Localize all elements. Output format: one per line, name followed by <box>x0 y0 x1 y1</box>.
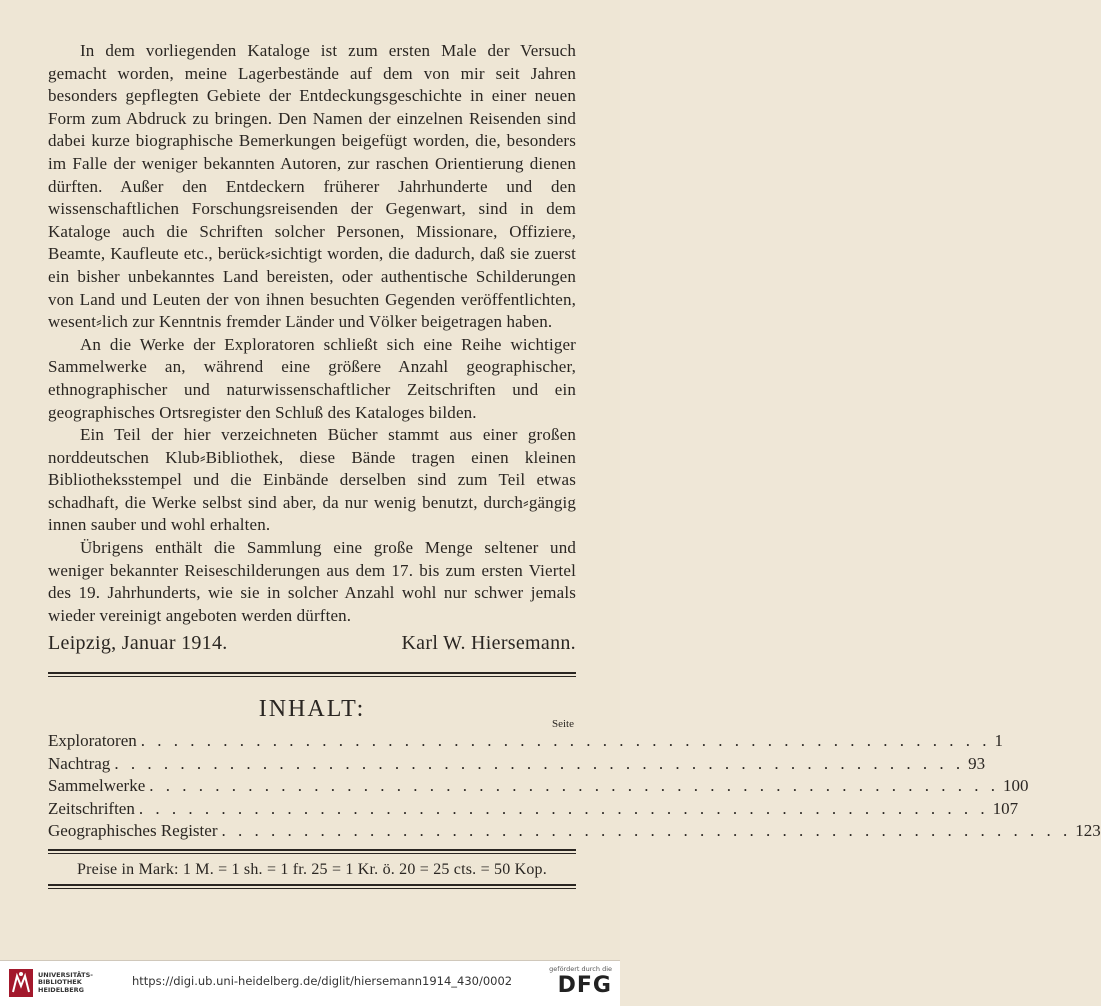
library-name-line-3: HEIDELBERG <box>38 985 85 994</box>
dfg-logo-text: DFG <box>557 973 612 998</box>
toc-leader-dots: . . . . . . . . . . . . . . . . . . . . . . . . . . . . . . . . . . . . . . . . . . . . . . . . . . . . <box>221 821 1072 840</box>
toc-entry <box>48 776 1029 799</box>
toc-entry-label: Nachtrag <box>48 753 111 773</box>
toc-entry-label: Geographisches Register <box>48 821 218 840</box>
contents-page-header: Seite <box>552 718 574 730</box>
toc-entry-label: Exploratoren <box>48 731 137 750</box>
preface-paragraph-4: Übrigens enthält die Sammlung eine große Menge seltener und weniger bekannter Reiseschilderungen aus dem 17. bis zum ersten Viertel des 19. Jahrhunderts, wie sie in solcher Anzahl wohl nur schwer jemals wieder vereinigt angeboten werden dürften. <box>48 538 576 625</box>
toc-entry-label: Zeitschriften <box>48 798 135 818</box>
toc-entry-page: 100 <box>1003 776 1029 795</box>
university-library-logo[interactable] <box>8 968 93 998</box>
toc-entry-label: Sammelwerke <box>48 776 146 795</box>
library-name-line-1: UNIVERSITÄTS- <box>38 970 93 979</box>
author-name: Karl W. Hiersemann. <box>401 632 576 654</box>
preface-paragraph-2: An die Werke der Exploratoren schließt sich eine Reihe wichtiger Sammelwerke an, während eine größere Anzahl geographischer, ethnographischer und naturwissenschaftlicher Zeitschriften und ein geographisches Ortsregister den Schluß des Kataloges bilden. <box>48 334 576 422</box>
toc-entry <box>48 821 1101 844</box>
toc-leader-dots: . . . . . . . . . . . . . . . . . . . . . . . . . . . . . . . . . . . . . . . . . . . . . . . . . . . . <box>138 798 989 818</box>
signature-line <box>48 632 576 655</box>
library-name <box>38 972 93 995</box>
toc-leader-dots: . . . . . . . . . . . . . . . . . . . . . . . . . . . . . . . . . . . . . . . . . . . . . . . . . . . . <box>114 753 965 773</box>
toc-entry-page: 123 <box>1075 821 1101 840</box>
preface-paragraph-3: Ein Teil der hier verzeichneten Bücher stammt aus einer großen norddeutschen Klub⸗Bibliothek, diese Bände tragen einen kleinen Bibliotheksstempel und die Einbände derselben sind zum Teil etwas schadhaft, die Werke selbst sind aber, da nur wenig benutzt, durch⸗gängig innen sauber und wohl erhalten. <box>48 425 576 535</box>
dfg-funding-logo[interactable] <box>549 965 612 999</box>
divider-prices-top <box>48 849 576 854</box>
toc-entry <box>48 753 986 777</box>
toc-entry <box>48 731 1003 754</box>
document-url-link[interactable]: https://digi.ub.uni-heidelberg.de/diglit/hiersemann1914_430/0002 <box>132 974 513 988</box>
divider-top <box>48 672 576 677</box>
preface-paragraph-1: In dem vorliegenden Kataloge ist zum ersten Male der Versuch gemacht worden, meine Lagerbestände auf dem von mir seit Jahren besonders gepflegten Gebiete der Entdeckungsgeschichte in einer neuen Form zum Abdruck zu bringen. Den Namen der einzelnen Reisenden sind dabei kurze biographische Bemerkungen beigefügt worden, die, besonders im Falle der weniger bekannten Autoren, zur raschen Orientierung dienen dürften. Außer den Entdeckern früherer Jahrhunderte und den wissenschaftlichen Forschungsreisenden der Gegenwart, sind in dem Kataloge auch die Schriften solcher Personen, Missionare, Offiziere, Beamte, Kaufleute etc., berück⸗sichtigt worden, die dadurch, daß sie zuerst ein bisher unbekanntes Land bereisten, oder authentische Schilderungen von Land und Leuten der von ihnen besuchten Gegenden veröffentlichten, wesent⸗lich zur Kenntnis fremder Länder und Völker beigetragen haben. <box>48 41 576 332</box>
heidelberg-seal-icon <box>8 968 34 998</box>
divider-prices-bottom <box>48 884 576 889</box>
table-of-contents <box>48 731 1101 844</box>
preface-text <box>48 40 576 627</box>
toc-leader-dots: . . . . . . . . . . . . . . . . . . . . . . . . . . . . . . . . . . . . . . . . . . . . . . . . . . . . <box>140 731 991 750</box>
price-conversion-note: Preise in Mark: 1 M. = 1 sh. = 1 fr. 25 = 1 Kr. ö. 20 = 25 cts. = 50 Kop. <box>77 861 547 878</box>
library-name-line-2: BIBLIOTHEK <box>38 978 82 987</box>
toc-entry-page: 93 <box>968 753 986 773</box>
place-date: Leipzig, Januar 1914. <box>48 632 228 654</box>
viewer-footer <box>0 960 620 1006</box>
toc-entry-page: 107 <box>992 798 1019 818</box>
toc-entry-page: 1 <box>994 731 1003 750</box>
toc-entry <box>48 798 1019 822</box>
toc-leader-dots: . . . . . . . . . . . . . . . . . . . . . . . . . . . . . . . . . . . . . . . . . . . . . . . . . . . . <box>149 776 999 795</box>
contents-title: INHALT: <box>258 696 366 722</box>
funding-caption: gefördert durch die <box>549 965 612 973</box>
